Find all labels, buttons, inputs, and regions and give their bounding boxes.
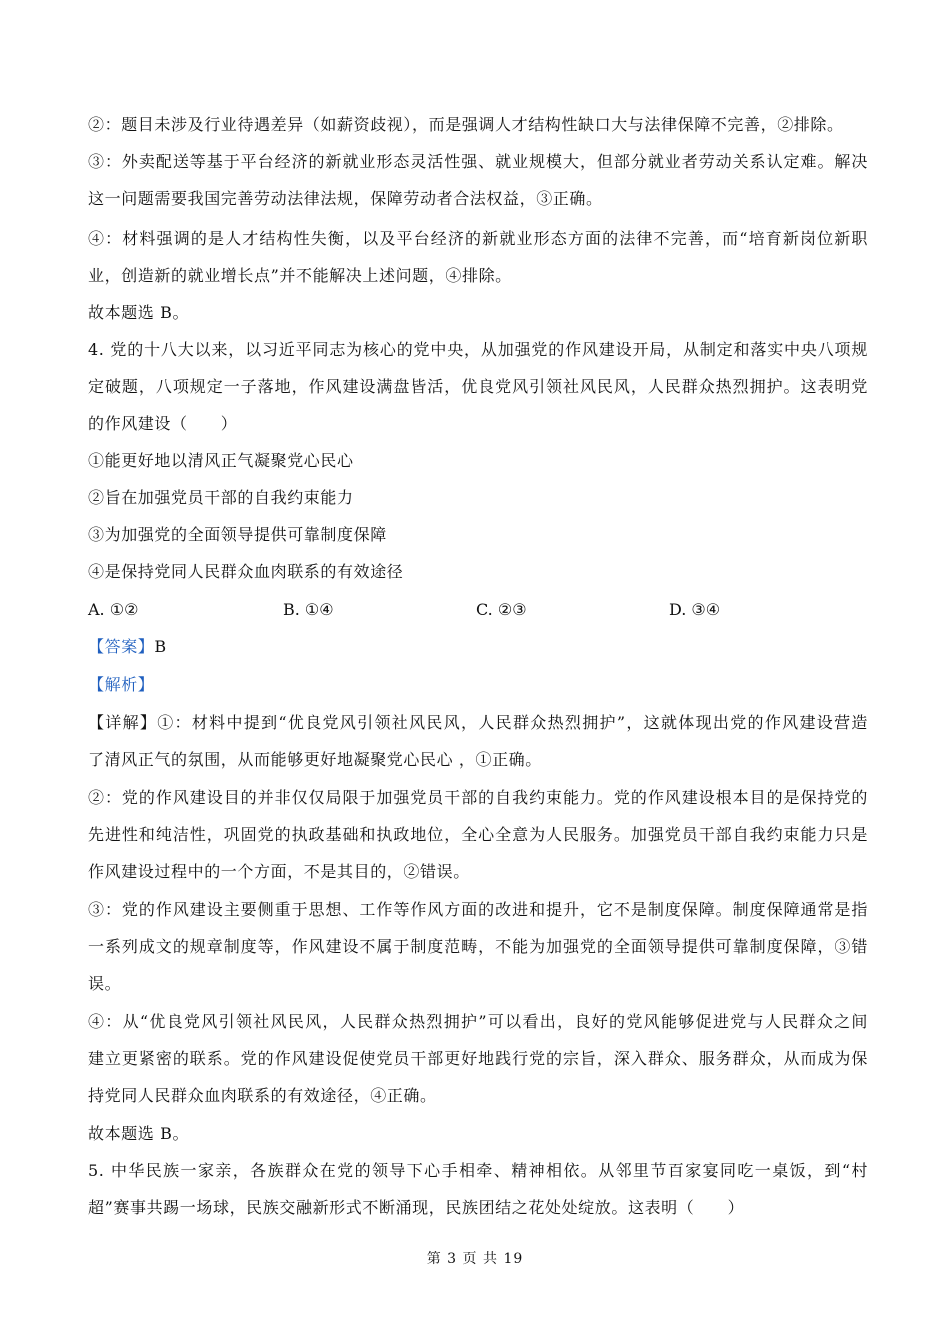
paragraph-item-4-line2: 业，创造新的就业增长点”并不能解决上述问题，④排除。 [88,266,512,285]
analysis-row [88,675,868,695]
question-4-stem-line3: 的作风建设（ ） [88,414,238,433]
paragraph-item-2: ②：题目未涉及行业待遇差异（如薪资歧视），而是强调人才结构性缺口大与法律保障不完善，②排除。 [88,115,844,134]
detail-1-line1 [88,713,868,733]
option-a: A. ①② [88,600,139,619]
conclusion-q4: 故本题选 B。 [88,1124,190,1143]
detail-3-line2: 一系列成文的规章制度等，作风建设不属于制度范畴，不能为加强党的全面领导提供可靠制度保障，③错 [88,937,868,956]
option-c: C. ②③ [476,600,527,619]
question-5-stem-line1: 5. 中华民族一家亲，各族群众在党的领导下心手相牵、精神相依。从邻里节百家宴同吃一桌饭，到“村 [88,1161,868,1180]
answer-value: B [154,637,167,656]
detail-4-line3: 持党同人民群众血肉联系的有效途径，④正确。 [88,1086,437,1105]
detail-2-line3: 作风建设过程中的一个方面，不是其目的，②错误。 [88,862,470,881]
paragraph-item-4-line1: ④：材料强调的是人才结构性失衡，以及平台经济的新就业形态方面的法律不完善，而“培育新岗位新职 [88,229,868,248]
option-b: B. ①④ [283,600,334,619]
detail-3-line1: ③：党的作风建设主要侧重于思想、工作等作风方面的改进和提升，它不是制度保障。制度保障通常是指 [88,900,868,919]
detail-4-line2: 建立更紧密的联系。党的作风建设促使党员干部更好地践行党的宗旨，深入群众、服务群众，从而成为保 [88,1049,868,1068]
answer-tag: 【答案】 [88,637,155,656]
conclusion-q3: 故本题选 B。 [88,303,190,322]
detail-1-text: ①：材料中提到“优良党风引领社风民风，人民群众热烈拥护”，这就体现出党的作风建设营造 [157,713,868,732]
statement-2: ②旨在加强党员干部的自我约束能力 [88,488,354,507]
page-footer: 第 3 页 共 19 [426,1251,524,1267]
detail-2-line2: 先进性和纯洁性，巩固党的执政基础和执政地位，全心全意为人民服务。加强党员干部自我约束能力只是 [88,825,868,844]
paragraph-item-3-line1: ③：外卖配送等基于平台经济的新就业形态灵活性强、就业规模大，但部分就业者劳动关系认定难。解决 [88,152,868,171]
detail-2-line1: ②：党的作风建设目的并非仅仅局限于加强党员干部的自我约束能力。党的作风建设根本目的是保持党的 [88,788,868,807]
question-4-stem-line1: 4. 党的十八大以来，以习近平同志为核心的党中央，从加强党的作风建设开局，从制定和落实中央八项规 [88,340,868,359]
option-d: D. ③④ [669,600,721,619]
analysis-tag: 【解析】 [88,675,155,694]
detail-1-line2: 了清风正气的氛围，从而能够更好地凝聚党心民心 ，①正确。 [88,750,542,769]
detail-3-line3: 误。 [88,974,122,993]
statement-4: ④是保持党同人民群众血肉联系的有效途径 [88,562,404,581]
question-4-stem-line2: 定破题，八项规定一子落地，作风建设满盘皆活，优良党风引领社风民风，人民群众热烈拥护。这表明党 [88,377,868,396]
statement-3: ③为加强党的全面领导提供可靠制度保障 [88,525,387,544]
paragraph-item-3-line2: 这一问题需要我国完善劳动法律法规，保障劳动者合法权益，③正确。 [88,189,603,208]
detail-tag: 【详解】 [88,713,158,732]
question-5-stem-line2: 超”赛事共踢一场球，民族交融新形式不断涌现，民族团结之花处处绽放。这表明（ ） [88,1198,745,1217]
detail-4-line1: ④：从“优良党风引领社风民风，人民群众热烈拥护”可以看出，良好的党风能够促进党与人民群众之间 [88,1012,868,1031]
answer-row [88,637,868,657]
statement-1: ①能更好地以清风正气凝聚党心民心 [88,451,354,470]
